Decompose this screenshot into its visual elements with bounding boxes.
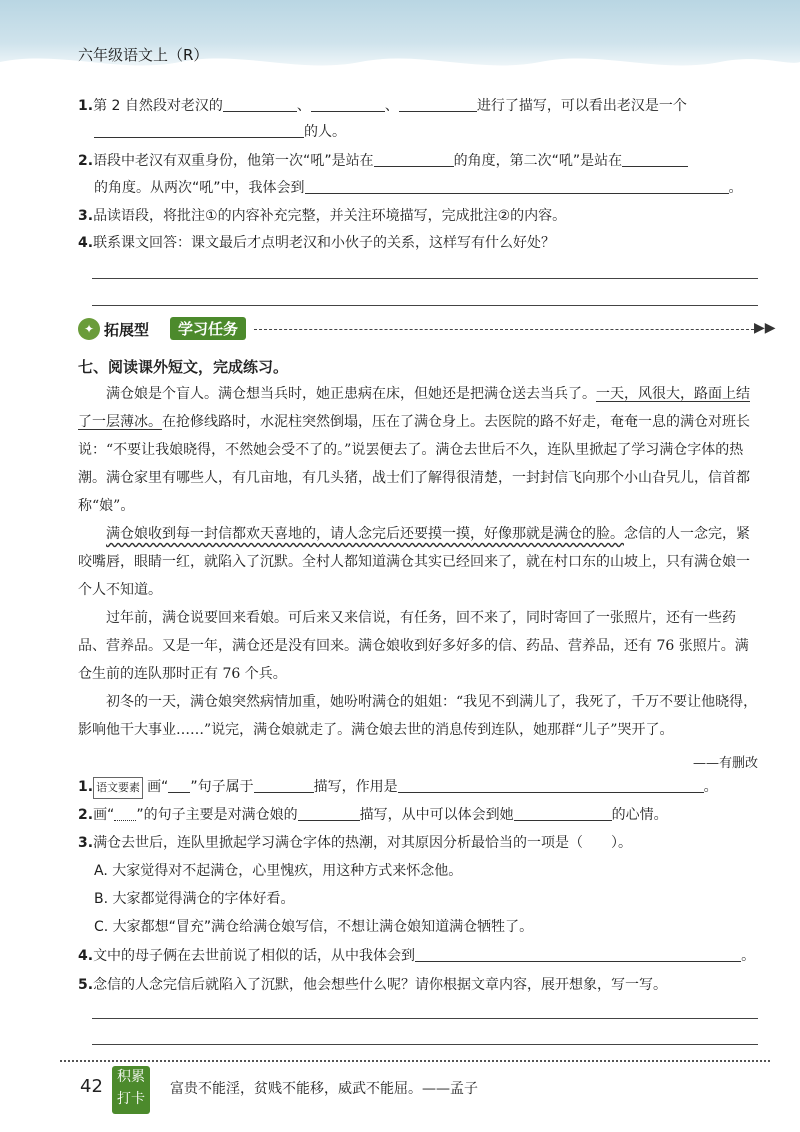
passage-paragraph-1: 满仓娘是个盲人。满仓想当兵时，她正患病在床，但她还是把满仓送去当兵了。一天，风很大，路面上结了一层薄冰。在抢修线路时，水泥柱突然倒塌，压在了满仓身上。去医院的路不好走，奄奄一息的满仓对班长说：“不要让我娘晓得，不然她会受不了的。”说罢便去了。满仓去世后不久，连队里掀起了学习满仓字体的热潮。满仓家里有哪些人，有几亩地，有几头猪，战士们了解得很清楚，一封封信飞向那个小山旮旯儿，信首都称“娘”。	[78, 386, 750, 514]
section-title: 七、阅读课外短文，完成练习。	[78, 358, 289, 376]
option-a[interactable]: A. 大家觉得对不起满仓，心里愧疚，用这种方式来怀念他。	[94, 863, 463, 879]
question-4: 4.联系课文回答：课文最后才点明老汉和小伙子的关系，这样写有什么好处？	[78, 235, 556, 251]
passage-source: ——有删改	[692, 756, 758, 771]
extended-task-bar	[78, 316, 776, 344]
straight-underlined-sentence: 一天，风很大，路面上结了一层薄冰。	[78, 386, 750, 430]
footer-motto: 富贵不能淫，贫贱不能移，威武不能屈。——孟子	[170, 1081, 478, 1097]
reading-question-5: 5.念信的人念完信后就陷入了沉默，他会想些什么呢？请你根据文章内容，展开想象，写一写。	[78, 977, 668, 993]
answer-blank[interactable]	[514, 806, 612, 821]
answer-line[interactable]	[92, 1044, 758, 1045]
answer-blank[interactable]	[223, 97, 297, 112]
accumulate-badge: 积累 打卡	[112, 1066, 150, 1114]
reading-question-1: 1. 语文要素 画“ ”句子属于 描写，作用是 。	[78, 777, 718, 799]
option-b[interactable]: B. 大家都觉得满仓的字体好看。	[94, 891, 295, 907]
question-2: 2.语段中老汉有双重身份，他第一次“吼”是站在 的角度，第二次“吼”是站在	[78, 151, 688, 171]
page-number: 42	[80, 1076, 103, 1097]
answer-line[interactable]	[92, 305, 758, 306]
answer-line[interactable]	[92, 278, 758, 279]
double-arrow-icon: ▶▶	[754, 320, 776, 336]
answer-blank[interactable]	[94, 123, 304, 138]
footer-divider	[60, 1060, 770, 1062]
task-pill: 学习任务	[170, 317, 246, 340]
question-3: 3.品读语段，将批注①的内容补充完整，并关注环境描写，完成批注②的内容。	[78, 208, 567, 224]
answer-blank[interactable]	[622, 152, 688, 167]
answer-blank[interactable]	[305, 179, 729, 194]
dashed-divider	[254, 329, 754, 330]
wavy-underlined-sentence: 满仓娘收到每一封信都欢天喜地的，请人念完后还要摸一摸，好像那就是满仓的脸。	[106, 526, 624, 542]
reading-question-2: 2.画“ ”的句子主要是对满仓娘的 描写，从中可以体会到她 的心情。	[78, 807, 668, 823]
passage-paragraph-3: 过年前，满仓说要回来看娘。可后来又来信说，有任务，回不来了，同时寄回了一张照片，还有一些药品、营养品。又是一年，满仓还是没有回来。满仓娘收到好多好多的信、药品、营养品，还有 76 张照片。满仓生前的连队那时正有 76 个兵。	[78, 610, 749, 682]
answer-blank[interactable]	[398, 778, 704, 793]
question-2-cont: 的角度。从两次“吼”中，我体会到 。	[94, 180, 743, 196]
question-1-cont: 的人。	[94, 122, 346, 142]
task-title: 拓展型	[104, 321, 150, 339]
passage-paragraph-4: 初冬的一天，满仓娘突然病情加重，她吩咐满仓的姐姐：“我见不到满儿了，我死了，千万不要让他晓得，影响他干大事业……”说完，满仓娘就走了。满仓娘去世的消息传到连队，她那群“儿子”哭开了。	[78, 694, 758, 738]
answer-blank[interactable]	[254, 778, 314, 793]
reading-question-3: 3.满仓去世后，连队里掀起学习满仓字体的热潮，对其原因分析最恰当的一项是（ ）。	[78, 835, 633, 851]
passage-paragraph-2: 满仓娘收到每一封信都欢天喜地的，请人念完后还要摸一摸，好像那就是满仓的脸。念信的人一念完，紧咬嘴唇，眼睛一红，就陷入了沉默。全村人都知道满仓其实已经回来了，就在村口东的山坡上，只有满仓娘一个人不知道。	[78, 526, 750, 598]
option-c[interactable]: C. 大家都想“冒充”满仓给满仓娘写信，不想让满仓娘知道满仓牺牲了。	[94, 919, 534, 935]
answer-blank[interactable]	[311, 97, 385, 112]
wavy-line-sample	[114, 806, 136, 821]
answer-blank[interactable]	[374, 152, 454, 167]
answer-blank[interactable]	[298, 806, 360, 821]
grade-label: 六年级语文上（R）	[78, 46, 209, 64]
straight-line-sample	[168, 778, 190, 793]
lightbulb-icon: ✦	[78, 318, 100, 340]
language-element-tag: 语文要素	[93, 777, 143, 799]
answer-blank[interactable]	[415, 947, 741, 962]
answer-blank[interactable]	[399, 97, 477, 112]
reading-question-4: 4.文中的母子俩在去世前说了相似的话，从中我体会到 。	[78, 948, 756, 964]
question-1: 1.第 2 自然段对老汉的 、 、 进行了描写，可以看出老汉是一个	[78, 98, 687, 114]
answer-line[interactable]	[92, 1018, 758, 1019]
